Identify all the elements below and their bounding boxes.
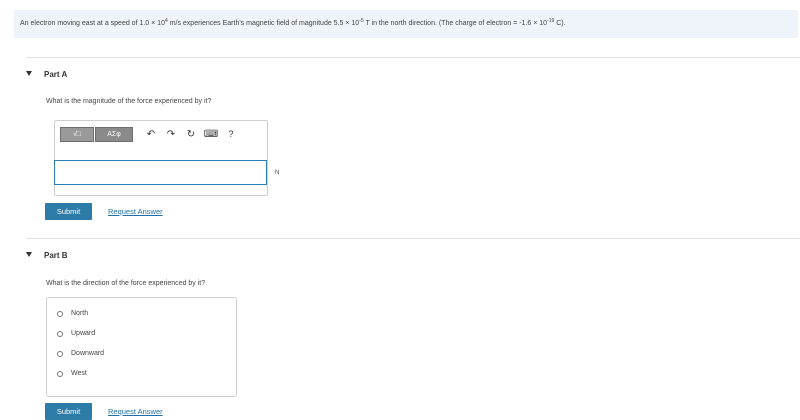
part-b-header[interactable] [26,251,68,260]
radio-button[interactable] [57,311,63,317]
part-a-section [26,57,800,239]
part-a-request-answer-link[interactable]: Request Answer [108,207,163,216]
problem-text-1: An electron moving east at a speed of 1.0 × 10 [20,20,165,27]
problem-text-3: T in the north direction. (The charge of electron = -1.6 × 10 [363,20,548,27]
symbols-button[interactable] [95,127,133,142]
templates-button[interactable] [60,127,94,142]
part-a-title: Part A [44,70,68,79]
option-downward[interactable] [57,350,104,357]
radio-button[interactable] [57,331,63,337]
option-upward[interactable] [57,330,95,337]
reset-icon[interactable]: ↻ [186,128,196,140]
collapse-triangle-icon[interactable] [26,252,32,257]
part-b-title: Part B [44,251,68,260]
collapse-triangle-icon[interactable] [26,71,32,76]
problem-statement [14,10,798,38]
math-toolbar [60,126,241,142]
radio-button[interactable] [57,371,63,377]
symbols-icon: ΑΣφ [107,130,121,138]
problem-text-4: C). [554,20,566,27]
option-label: Downward [71,350,105,357]
unit-label: N [275,170,280,176]
part-a-submit-button[interactable]: Submit [45,203,92,220]
option-label: Upward [71,330,96,337]
option-label: West [71,370,87,377]
option-label: North [71,310,89,317]
problem-text-2: m/s experiences Earth's magnetic field of magnitude 5.5 × 10 [167,20,360,27]
option-north[interactable] [57,310,88,317]
part-b-question: What is the direction of the force experienced by it? [46,280,206,287]
part-b-request-answer-link[interactable]: Request Answer [108,407,163,416]
radio-button[interactable] [57,351,63,357]
answer-input[interactable] [54,160,267,185]
option-west[interactable] [57,370,87,377]
problem-exponent-3: -19 [547,18,555,24]
redo-icon[interactable]: ↷ [166,128,176,140]
part-a-question: What is the magnitude of the force experienced by it? [46,98,212,105]
undo-icon[interactable]: ↶ [146,128,156,140]
help-icon[interactable]: ? [228,129,234,139]
problem-exponent-1: 4 [164,18,168,24]
part-a-header[interactable] [26,70,67,79]
keyboard-icon[interactable]: ⌨ [203,128,219,140]
part-b-section [26,238,800,419]
templates-icon: √□ [72,130,82,138]
options-box [46,297,237,397]
problem-exponent-2: -5 [359,18,364,24]
part-b-submit-button[interactable]: Submit [45,403,92,420]
